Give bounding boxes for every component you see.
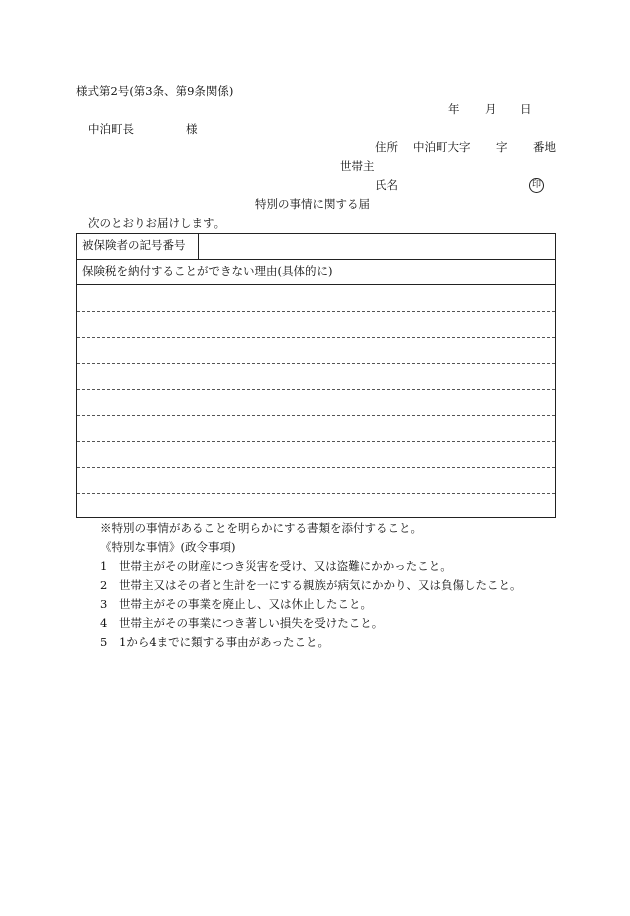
item-number-5: 5 [100, 635, 108, 649]
item-text-4: 世帯主がその事業につき著しい損失を受けたこと。 [119, 616, 384, 630]
special-circumstances-heading: 《特別な事情》(政令事項) [100, 540, 236, 554]
writing-line [77, 493, 555, 494]
intro-text: 次のとおりお届けします。 [88, 216, 226, 230]
item-text-5: 1から4までに類する事由があったこと。 [119, 635, 330, 649]
householder-label: 世帯主 [340, 159, 375, 173]
seal-mark: 印 [529, 178, 544, 193]
item-text-1: 世帯主がその財産につき災害を受け、又は盗難にかかったこと。 [119, 559, 452, 573]
form-number: 様式第2号(第3条、第9条関係) [76, 84, 234, 98]
document-title: 特別の事情に関する届 [255, 197, 370, 211]
reason-label: 保険税を納付することができない理由(具体的に) [77, 259, 555, 285]
insured-number-label: 被保険者の記号番号 [77, 234, 199, 259]
item-number-2: 2 [100, 578, 108, 592]
writing-line [77, 415, 555, 416]
writing-line [77, 441, 555, 442]
name-label: 氏名 [375, 178, 398, 192]
attachment-note: ※特別の事情があることを明らかにする書類を添付すること。 [100, 521, 422, 535]
writing-line [77, 337, 555, 338]
banchi-label: 番地 [533, 140, 556, 154]
item-text-3: 世帯主がその事業を廃止し、又は休止したこと。 [119, 597, 372, 611]
honorific: 様 [186, 122, 198, 136]
address-value: 中泊町大字 [413, 140, 471, 154]
item-number-3: 3 [100, 597, 108, 611]
form-table [76, 233, 556, 518]
reason-writing-area[interactable] [77, 285, 555, 517]
addressee: 中泊町長 [88, 122, 134, 136]
date-month-label: 月 [485, 102, 497, 116]
date-day-label: 日 [520, 102, 532, 116]
insured-number-field[interactable] [200, 234, 555, 259]
address-label: 住所 [375, 140, 398, 154]
item-number-4: 4 [100, 616, 108, 630]
item-number-1: 1 [100, 559, 108, 573]
writing-line [77, 311, 555, 312]
writing-line [77, 389, 555, 390]
writing-line [77, 467, 555, 468]
item-text-2: 世帯主又はその者と生計を一にする親族が病気にかかり、又は負傷したこと。 [119, 578, 522, 592]
writing-line [77, 363, 555, 364]
aza-label: 字 [496, 140, 508, 154]
date-year-label: 年 [448, 102, 460, 116]
insured-number-row [77, 234, 555, 260]
